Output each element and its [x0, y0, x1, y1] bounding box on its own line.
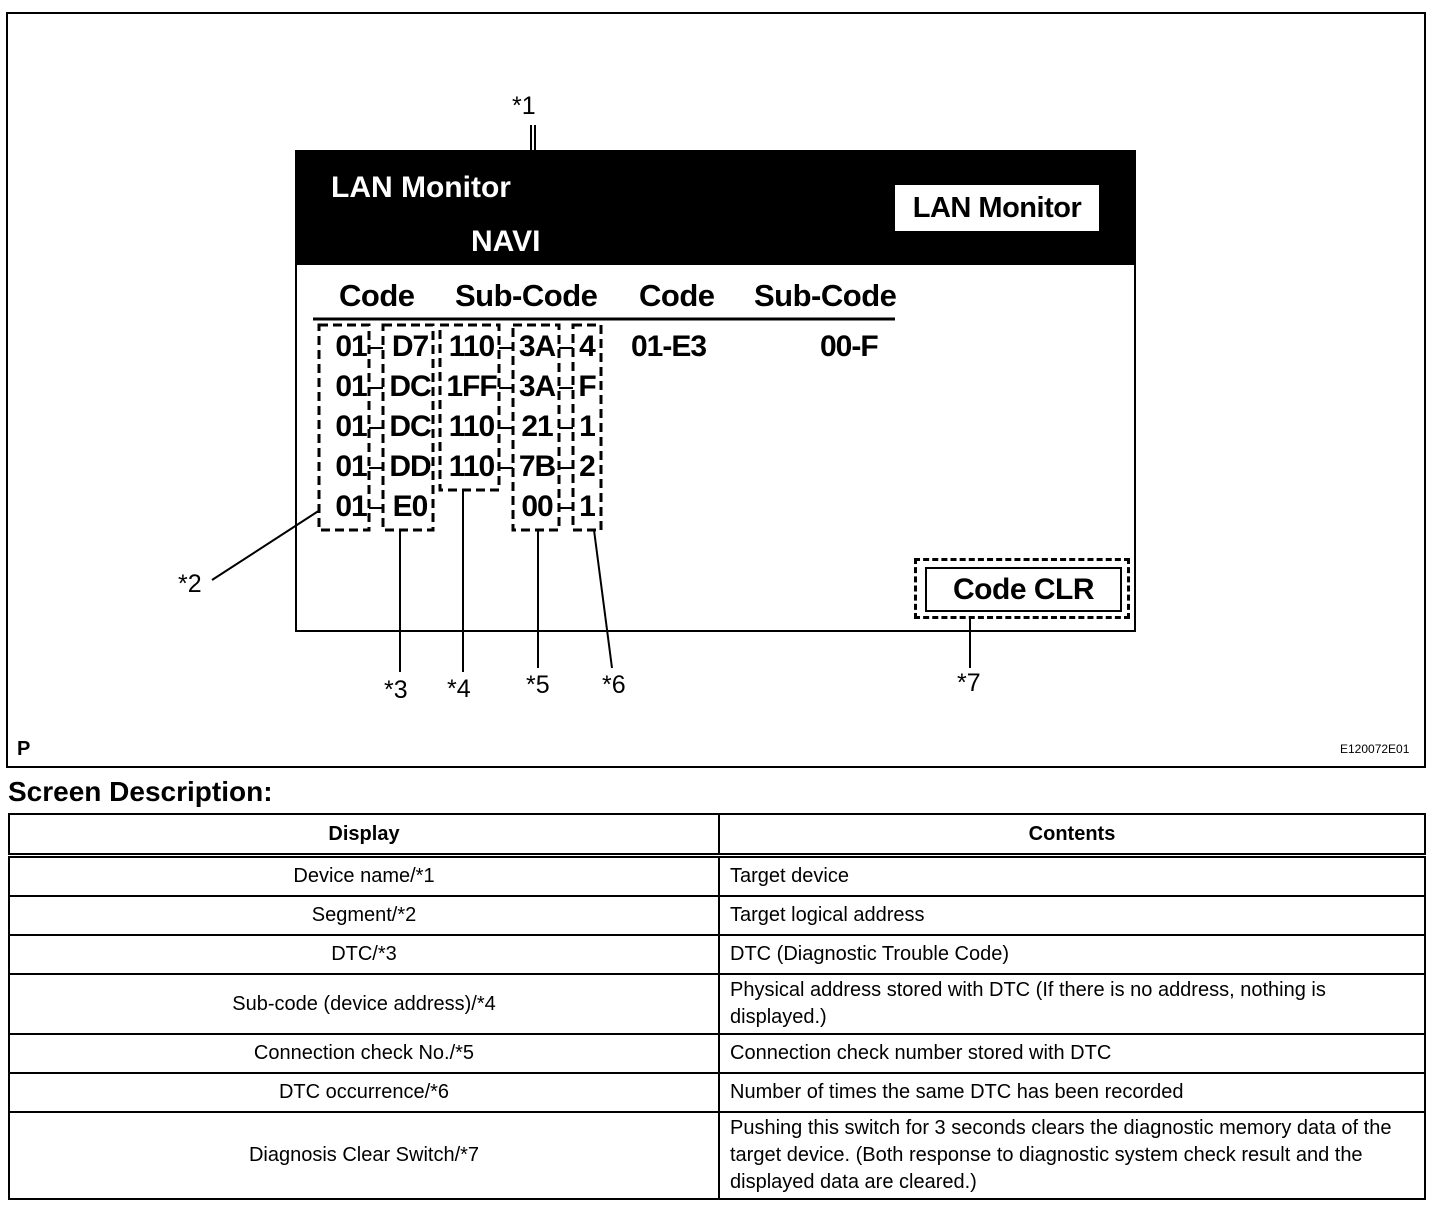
- occurrence-value: F: [578, 370, 596, 403]
- callout-2: *2: [178, 570, 202, 598]
- connection-check-value: 21: [521, 410, 553, 443]
- column-header-contents: Contents: [719, 814, 1425, 856]
- leader-lines: [212, 125, 970, 672]
- description-heading: Screen Description:: [8, 776, 273, 807]
- segment-value: 01: [335, 370, 367, 403]
- column-header-code: Code: [339, 278, 415, 313]
- column-header-display: Display: [9, 814, 719, 856]
- code-clr-button[interactable]: Code CLR: [925, 567, 1122, 612]
- display-cell: Connection check No./*5: [9, 1034, 719, 1073]
- occurrence-value: 1: [579, 410, 595, 443]
- segment-value: 01: [335, 490, 367, 523]
- segment-value: 01: [335, 330, 367, 363]
- segment-box: [319, 325, 369, 530]
- connection-check-value: 3A: [518, 370, 556, 403]
- subcode-value: 110: [448, 330, 495, 363]
- dtc-box: [383, 325, 433, 530]
- table-row: [9, 1112, 1425, 1199]
- occurrence-value: 2: [579, 450, 595, 483]
- connection-check-value: 00: [521, 490, 553, 523]
- dtc-value: DC: [389, 370, 431, 403]
- display-cell: DTC/*3: [9, 935, 719, 974]
- corner-label: P: [17, 738, 31, 760]
- dtc-value: DC: [389, 410, 431, 443]
- callout-5: *5: [526, 671, 550, 699]
- dtc-value: D7: [391, 330, 429, 363]
- column-header-subcode: Sub-Code: [455, 278, 598, 313]
- screen-title: LAN Monitor: [331, 171, 511, 204]
- occurrence-value: 1: [579, 490, 595, 523]
- connection-check-value: 7B: [518, 450, 556, 483]
- contents-cell: Number of times the same DTC has been recorded: [719, 1073, 1425, 1112]
- lan-monitor-button[interactable]: LAN Monitor: [895, 185, 1099, 231]
- display-cell: Device name/*1: [9, 856, 719, 897]
- occurrence-value: 4: [579, 330, 595, 363]
- connection-check-box: [513, 325, 559, 530]
- table-row: [9, 935, 1425, 974]
- contents-cell: Pushing this switch for 3 seconds clears the diagnostic memory data of the target device. (Both response to diagnostic system check result and the displayed data are cleared.): [719, 1112, 1425, 1199]
- subcode-value: 110: [448, 410, 495, 443]
- display-cell: Diagnosis Clear Switch/*7: [9, 1112, 719, 1199]
- separator-dashes: [369, 348, 573, 508]
- subcode-value: 1FF: [446, 370, 497, 403]
- dtc-value: DD: [389, 450, 431, 483]
- subcode-box: [440, 325, 499, 490]
- occurrence-box: [573, 325, 601, 530]
- callout-7: *7: [957, 669, 981, 697]
- figure-id: E120072E01: [1340, 742, 1410, 756]
- callout-4: *4: [447, 675, 471, 703]
- column-header-subcode: Sub-Code: [754, 278, 897, 313]
- callout-3: *3: [384, 676, 408, 704]
- table-row: [9, 896, 1425, 935]
- column-header-code: Code: [639, 278, 715, 313]
- segment-value: 01: [335, 450, 367, 483]
- contents-cell: DTC (Diagnostic Trouble Code): [719, 935, 1425, 974]
- display-cell: Segment/*2: [9, 896, 719, 935]
- dtc-subcode: 00-F: [820, 330, 878, 363]
- callout-1: *1: [512, 92, 536, 120]
- callout-6: *6: [602, 671, 626, 699]
- contents-cell: Target device: [719, 856, 1425, 897]
- dtc-value: E0: [392, 490, 428, 523]
- description-table: [8, 813, 1426, 1200]
- contents-cell: Physical address stored with DTC (If there is no address, nothing is displayed.): [719, 974, 1425, 1034]
- contents-cell: Target logical address: [719, 896, 1425, 935]
- device-name: NAVI: [471, 225, 541, 258]
- subcode-value: 110: [448, 450, 495, 483]
- segment-value: 01: [335, 410, 367, 443]
- table-row: [9, 1034, 1425, 1073]
- dtc-code: 01-E3: [631, 330, 707, 363]
- table-row: [9, 974, 1425, 1034]
- table-row: [9, 856, 1425, 897]
- table-row: [9, 1073, 1425, 1112]
- connection-check-value: 3A: [518, 330, 556, 363]
- display-cell: DTC occurrence/*6: [9, 1073, 719, 1112]
- contents-cell: Connection check number stored with DTC: [719, 1034, 1425, 1073]
- display-cell: Sub-code (device address)/*4: [9, 974, 719, 1034]
